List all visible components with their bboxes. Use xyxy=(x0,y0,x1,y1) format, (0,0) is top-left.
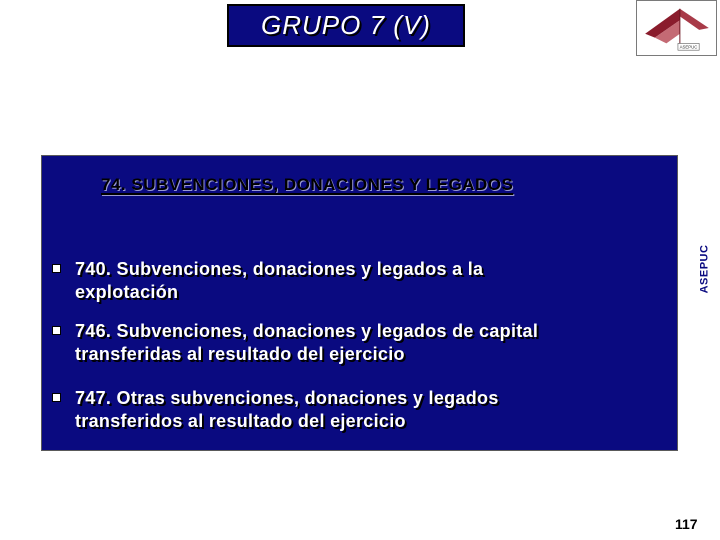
list-item-text xyxy=(75,320,538,366)
square-bullet-icon xyxy=(52,264,61,273)
list-item-line: 740. Subvenciones, donaciones y legados a la xyxy=(75,259,484,279)
list-item-line: transferidas al resultado del ejercicio xyxy=(75,344,405,364)
list-item-line: 746. Subvenciones, donaciones y legados de capital xyxy=(75,321,539,341)
list-item-line: 747. Otras subvenciones, donaciones y legados xyxy=(75,388,499,408)
slide-title: GRUPO 7 (V) xyxy=(261,10,431,40)
square-bullet-icon xyxy=(52,393,61,402)
asepuc-logo-graphic xyxy=(637,1,716,55)
square-bullet-icon xyxy=(52,326,61,335)
asepuc-logo-icon xyxy=(636,0,717,56)
title-box xyxy=(227,4,465,47)
list-item-line: explotación xyxy=(75,282,179,302)
section-heading-text: 74. SUBVENCIONES, DONACIONES Y LEGADOS xyxy=(101,175,514,194)
section-heading xyxy=(101,175,513,195)
list-item xyxy=(52,320,662,366)
page-number: 117 xyxy=(675,516,698,532)
list-item-line: transferidos al resultado del ejercicio xyxy=(75,411,406,431)
list-item xyxy=(52,387,662,433)
list-item-text xyxy=(75,387,499,433)
vertical-side-label xyxy=(692,233,716,305)
side-label-text: ASEPUC xyxy=(698,244,710,294)
logo-text: ASEPUC xyxy=(679,44,698,50)
list-item xyxy=(52,258,662,304)
list-item-text xyxy=(75,258,483,304)
